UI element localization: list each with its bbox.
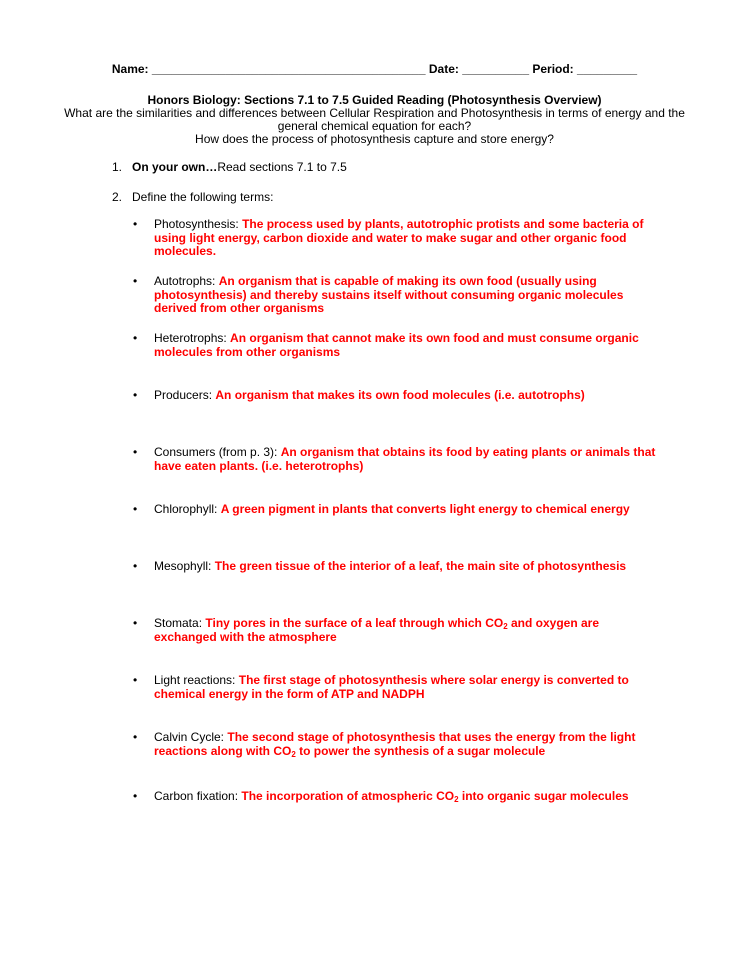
period-blank: _________ xyxy=(577,62,638,76)
term-label: Stomata: xyxy=(154,616,203,630)
term-label: Mesophyll: xyxy=(154,559,212,573)
bullet-icon: • xyxy=(133,217,138,231)
bullet-icon: • xyxy=(133,559,138,573)
term-label: Light reactions: xyxy=(154,673,236,687)
essential-question-2: How does the process of photosynthesis capture and store energy? xyxy=(195,132,554,146)
term-label: Heterotrophs: xyxy=(154,331,227,345)
name-blank: _________________________________________ xyxy=(151,62,426,76)
bullet-icon: • xyxy=(133,274,138,288)
term-definition: An organism that obtains its food by eating plants or animals that have eaten plants. (i.e. heterotrophs) xyxy=(154,445,656,473)
term-definition: The second stage of photosynthesis that uses the energy from the light reactions along with $CO_2$ to power the synthesis of a sugar molecule xyxy=(154,730,636,759)
term-label: Photosynthesis: xyxy=(154,217,239,231)
term-definition: An organism that cannot make its own food and must consume organic molecules from other organisms xyxy=(154,331,639,359)
name-label: Name: xyxy=(111,62,149,76)
bullet-icon: • xyxy=(133,730,138,744)
term-definition: An organism that makes its own food molecules (i.e. autotrophs) xyxy=(215,388,585,402)
title-block xyxy=(40,94,709,146)
term-definition: The first stage of photosynthesis where solar energy is converted to chemical energy in the form of ATP and NADPH xyxy=(154,673,629,701)
term-label: Calvin Cycle: xyxy=(154,730,225,744)
term-definition: The green tissue of the interior of a leaf, the main site of photosynthesis xyxy=(214,559,627,573)
header-line xyxy=(0,62,749,76)
bullet-icon: • xyxy=(133,673,138,687)
item-bold-text: On your own… xyxy=(132,160,218,174)
date-blank: __________ xyxy=(462,62,529,76)
term-definition: Tiny pores in the surface of a leaf through which $CO_2$ and oxygen are exchanged with the atmosphere xyxy=(154,616,600,644)
term-definition: The incorporation of atmospheric $CO_2$ into organic sugar molecules xyxy=(241,789,629,804)
date-label: Date: xyxy=(428,62,459,76)
worksheet-title: Honors Biology: Sections 7.1 to 7.5 Guided Reading (Photosynthesis Overview) xyxy=(147,93,602,107)
period-label: Period: xyxy=(532,62,574,76)
bullet-icon: • xyxy=(133,331,138,345)
bullet-icon: • xyxy=(133,445,138,459)
essential-question-1: What are the similarities and differences between Cellular Respiration and Photosynthesis in terms of energy and the xyxy=(64,106,685,120)
term-definition: A green pigment in plants that converts light energy to chemical energy xyxy=(220,502,630,516)
term-definition: An organism that is capable of making its own food (usually using photosynthesis) and thereby sustains itself without consuming organic molecules derived from other organisms xyxy=(154,274,624,315)
bullet-icon: • xyxy=(133,388,138,402)
bullet-icon: • xyxy=(133,789,138,803)
term-label: Chlorophyll: xyxy=(154,502,218,516)
term-definition: The process used by plants, autotrophic protists and some bacteria of using light energy, carbon dioxide and water to make sugar and other organic food molecules. xyxy=(154,217,644,258)
item-number: 2. xyxy=(112,190,123,204)
item-number: 1. xyxy=(112,160,123,174)
item-text: Define the following terms: xyxy=(132,190,274,204)
term-label: Carbon fixation: xyxy=(154,789,239,803)
essential-question-1-cont: general chemical equation for each? xyxy=(277,119,472,133)
bullet-icon: • xyxy=(133,502,138,516)
bullet-icon: • xyxy=(133,616,138,630)
term-label: Producers: xyxy=(154,388,213,402)
term-label: Autotrophs: xyxy=(154,274,216,288)
term-label: Consumers (from p. 3): xyxy=(154,445,278,459)
item-text: Read sections 7.1 to 7.5 xyxy=(217,160,347,174)
